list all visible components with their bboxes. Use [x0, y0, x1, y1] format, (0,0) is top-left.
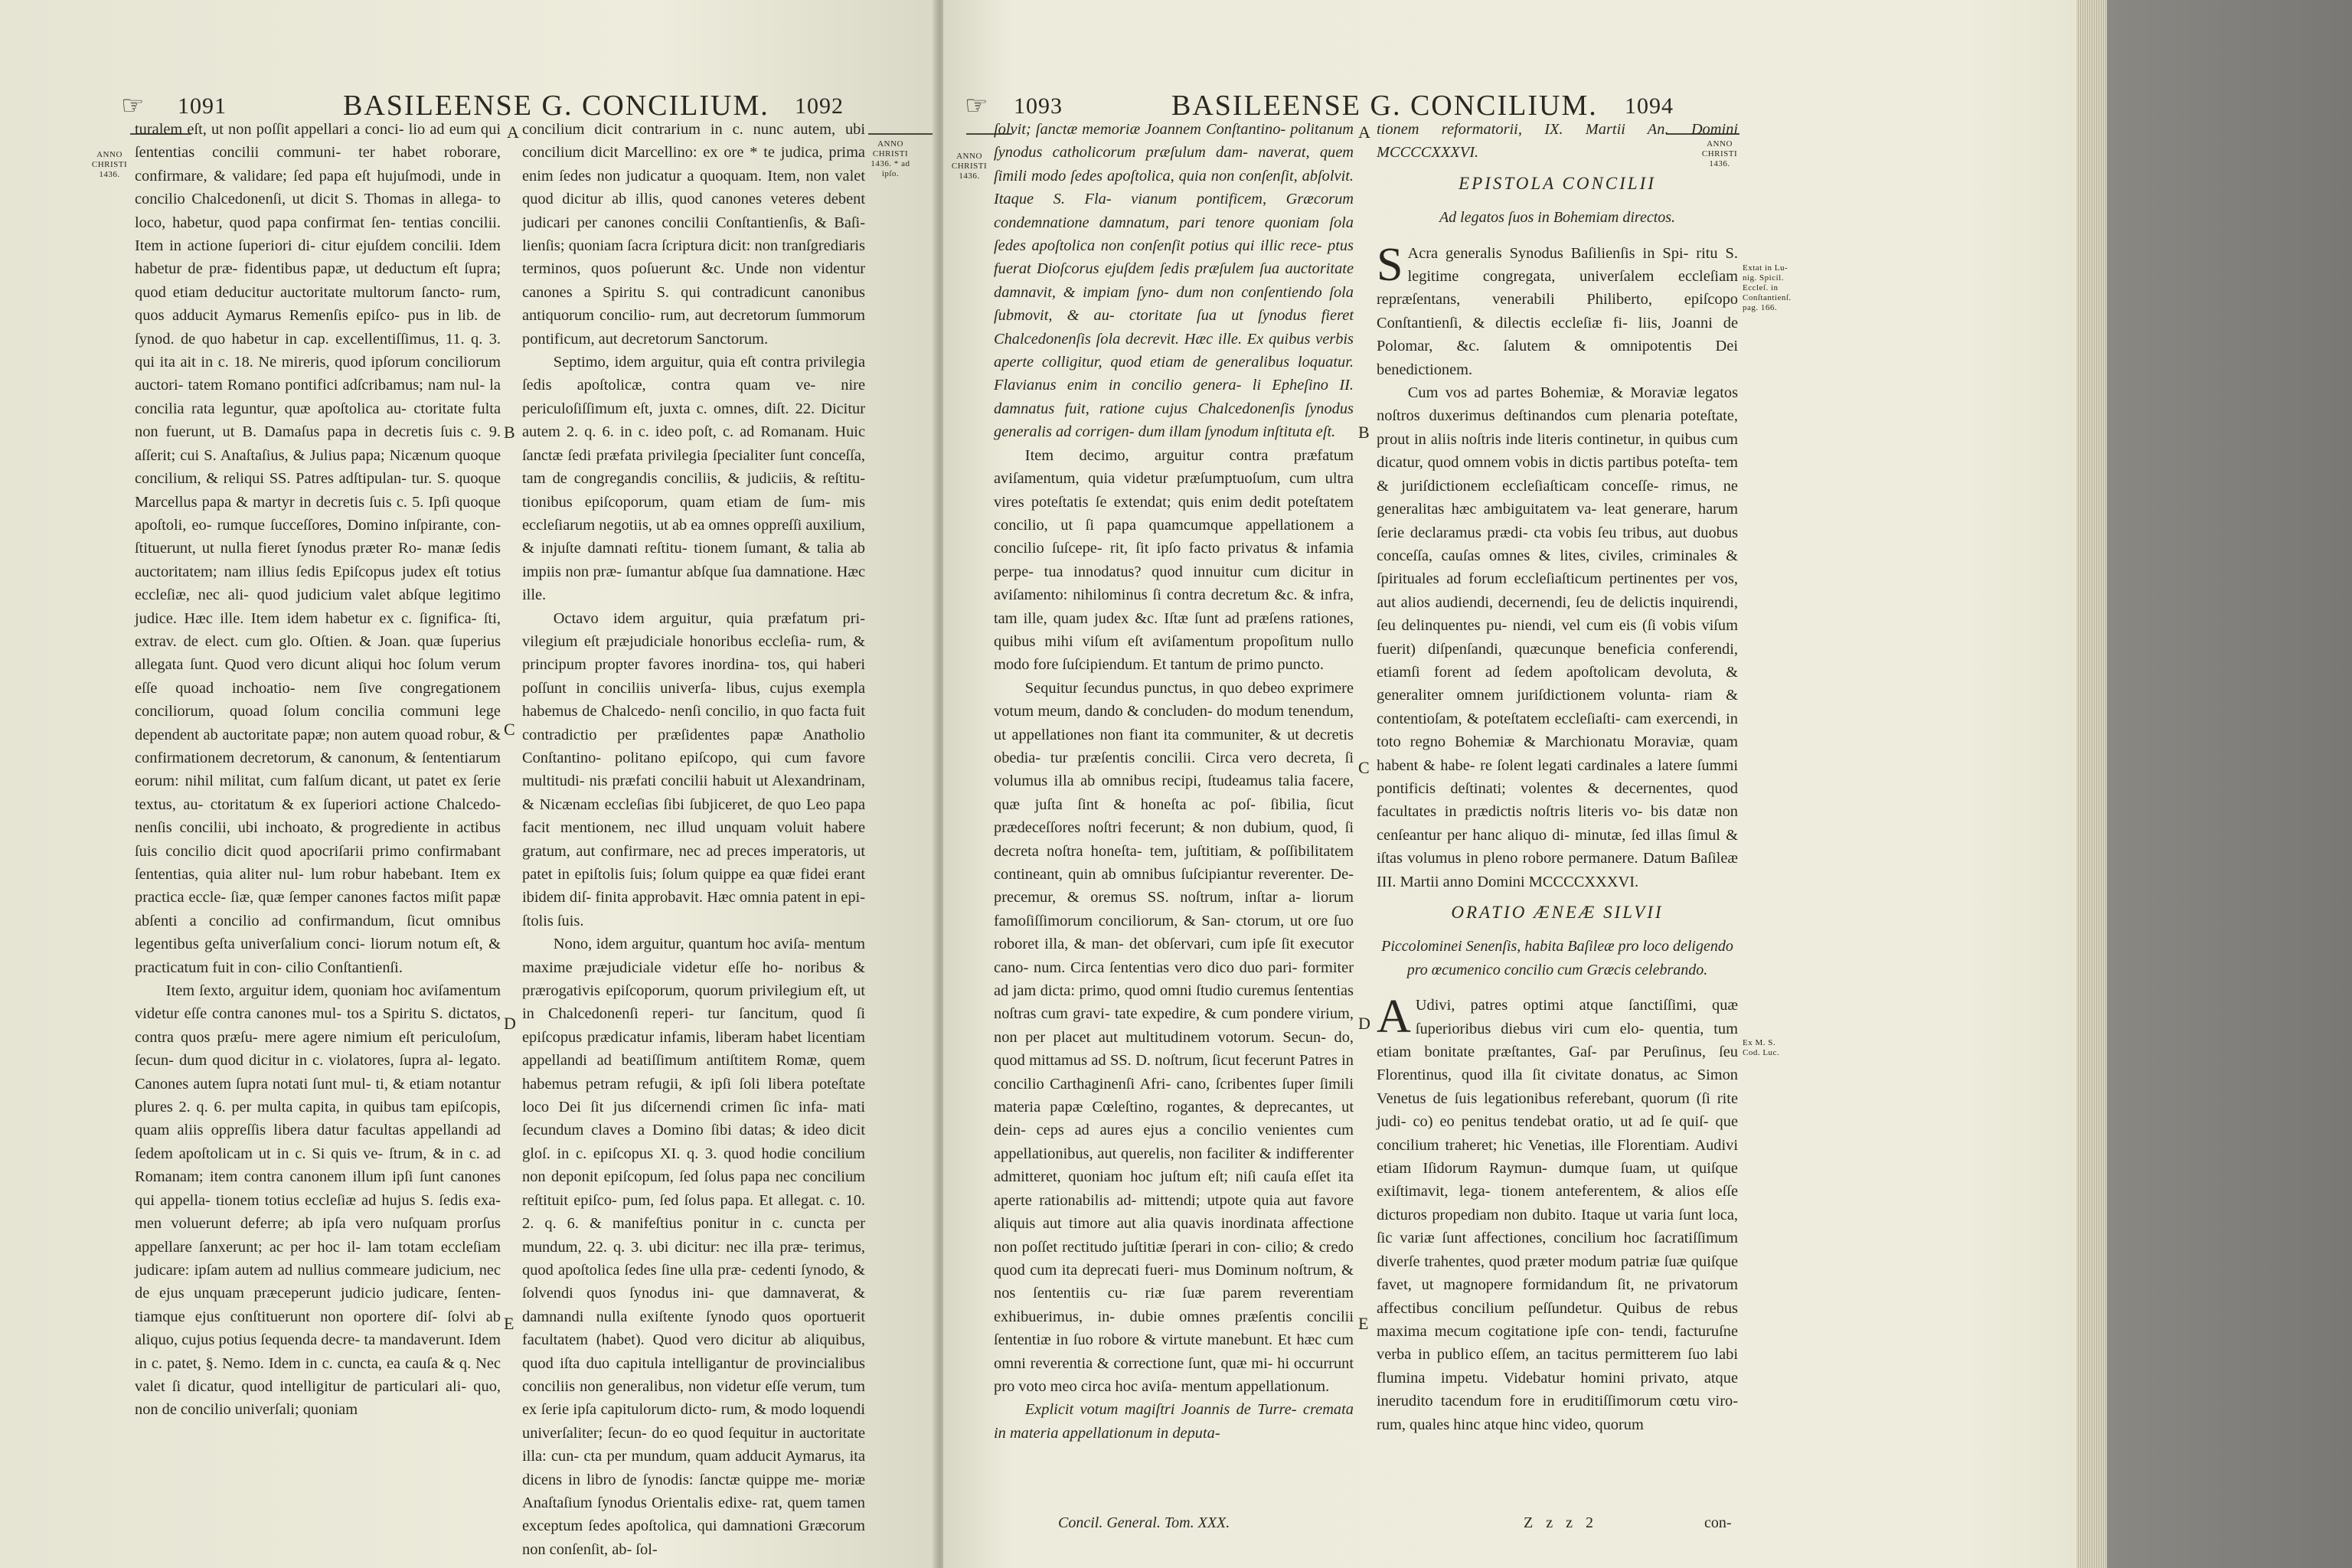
text-column-4 [1377, 118, 1738, 1436]
right-page [943, 0, 2076, 1568]
page-number-left: 1091 [178, 93, 227, 119]
explicit-line: Explicit votum magiſtri Joannis de Turre- cremata in materia appellationum in deputa- [994, 1401, 1354, 1442]
epistola-text: Acra generalis Synodus Baſilienſis in Spi- ritu S. legitime congregata, univerſalem eccleſiam repræſentans, venerabili Philiberto, epiſcopo Conſtantienſi, & dilectis eccleſiæ fi- liis, Joanni de Polomar, &c. ſalutem & omnipotentis Dei benedictionem. [1377, 244, 1738, 378]
page-edges [2076, 0, 2107, 1568]
section-letter: C [504, 720, 515, 739]
paragraph: Item decimo, arguitur contra præfatum aviſamentum, quia videtur præſumptuoſum, cum ultra vires poteſtatis ſe extendat; quis enim dedit poteſtatem concilio, ut ſi papa quamcumque appellationem a concilio ſuſcepe- rit, ſit ipſo facto privatus & infamia perpe- tua innodatus? quod innuitur cum dicitur in aviſamento: nihilominus ſi contra decretum &c. & infra, tam ille, quam judex &c. Iſtæ ſunt ad præſens rationes, quibus mihi viſum eſt aviſamentum propoſitum nullo modo fore ſuſcipiendum. Et tantum de primo puncto. [994, 446, 1354, 674]
margin-source-note: Extat in Lu- nig. Spicil. Eccleſ. in Conſtantienſ. pag. 166. [1743, 263, 1792, 312]
book-cover [2107, 0, 2352, 1568]
pointing-hand-icon: ☞ [121, 92, 145, 120]
page-number-right: 1094 [1625, 93, 1674, 119]
paragraph: Cum vos ad partes Bohemiæ, & Moraviæ legatos noſtros duxerimus deſtinandos cum plenaria poteſtate, prout in aliis noſtris inde literis continetur, in quibus cum dicatur, quod omnem vobis in dictis partibus poteſta- tem & juriſdictionem eccleſiaſticam conceſſe- rimus, ne generalitas hæc ambiguitatem va- leat generare, harum ſerie declaramus prædi- cta vobis ſeu tribus, aut duobus conceſſa, cauſas omnes & lites, civiles, criminales & ſpirituales ad forum eccleſiaſticum pertinentes per vos, aut alios audiendi, decernendi, ſeu de delictis inquirendi, ſeu delinquentes pu- niendi, vel cum eis (ſi vobis viſum fuerit) diſpenſandi, quæcunque beneficia conferendi, etiamſi forent ad ſedem apoſtolicam devoluta, & generaliter omnem juriſdictionem volunta- riam & contentioſam, & poteſtatem eccleſiaſti- cam exercendi, in toto regno Bohemiæ & Marchionatu Moraviæ, quam habent & habe- re ſolent legati cardinales a latere ſummi pontificis deſtinati; volentes & decernentes, quod facultates in prædictis noſtris literis vo- bis datæ non cenſeantur per hanc aliquo di- minutæ, ſed illas ſimul & iſtas volumus in pleno robore permanere. Datum Baſileæ III. Martii anno Domini MCCCCXXXVI. [1377, 384, 1738, 890]
drop-cap: A [1377, 991, 1411, 1044]
running-title: BASILEENSE G. CONCILIUM. [1171, 90, 1598, 122]
drop-cap: S [1377, 238, 1403, 291]
paragraph: ſolvit; ſanctæ memoriæ Joannem Conſtantino- politanum ſynodus catholicorum præſulum dam- naverat, quem ſimili modo ſedes apoſtolica, quia non conſenſit, abſolvit. Itaque S. Fla- vianum pontificem, Græcorum condemnatione damnatum, pari tenore quoniam ſola ſedes apoſtolica non conſenſit potius qui illic rece- ptus fuerat Dioſcorus ejuſdem ſedis præſulem ſua auctoritate damnavit, & impiam ſyno- dum non conſentiendo ſola ſubmovit, & au- ctoritate ſua ut ſynodus fieret Chalcedonenſis ſola decrevit. Hæc ille. Ex quibus verbis aperte colligitur, quod etiam de generalibus loquatur. Flavianus enim in concilio genera- li Epheſino II. damnatus fuit, ratione cujus Chalcedonenſis ſynodus generalis ad corrigen- dum illam ſynodum inſtituta eſt. [994, 121, 1354, 441]
margin-year-note: ANNO CHRISTI 1436. * ad ipſo. [871, 139, 910, 178]
paragraph: Nono, idem arguitur, quantum hoc aviſa- mentum maxime præjudiciale videtur eſſe ho- noribus & prærogativis epiſcoporum, quorum privilegium eſt, ut in Chalcedonenſi reperi- tur ſancitum, quod ſi epiſcopus prædicatur infamis, liberam habet licentiam appellandi ad beatiſſimum antiſtitem Romæ, quem habemus petram refugii, & ipſi ſoli libera poteſtate loco Dei ſit jus diſcernendi crimen ſic infa- mati ſecundum claves a Domino ſibi datas; & ideo dicit gloſ. in c. epiſcopus XI. q. 3. quod hodie concilium non deponit epiſcopum, ſed ſolus papa nec concilium reſtituit epiſco- pum, ſed ſolus papa. Et allegat. c. 10. 2. q. 6. & manifeſtius ponitur in c. cuncta per mundum, 22. q. 3. ubi dicitur: nec illa præ- terimus, quod apoſtolica ſedes ſine ulla præ- cedenti ſynodo, & ſolvendi quos ſynodus ini- que damnaverat, & damnandi nulla exiſtente ſynodo quos oportuerit facultatem (habet). Quod vero dicitur ab aliquibus, quod iſta duo capitula intelligantur de provincialibus conciliis non generalibus, non videtur eſſe verum, tum ex ſerie ipſa capitulorum dicto- rum, & modo loquendi univerſaliter; ſecun- do eo quod ſequitur in auctoritate illa: cun- cta per mundum, quam adducit Aymarus, ita dicens in libro de ſynodis: ſanctæ quippe me- moriæ Anaſtaſium ſynodus Orientalis edixe- rat, quem tamen exceptum ſedes apoſtolica, qui damnationi Græcorum non conſenſit, ab- ſol- [522, 936, 865, 1558]
section-letter: E [1358, 1314, 1369, 1333]
margin-source-note: Ex M. S. Cod. Luc. [1743, 1038, 1780, 1057]
header-rule [868, 133, 936, 135]
paragraph: Sequitur ſecundus punctus, in quo debeo exprimere votum meum, dando & concluden- do modum tenendum, ut appellationes non fiant ita communiter, & ut decretis obedia- tur præſentis concilii. Circa vero decreta, ſi volumus illa ab omnibus recipi, ſtudeamus talia facere, quæ juſta ſint & honeſta ac poſ- ſibilia, ſicut prædeceſſores noſtri fecerunt; & non dubium, quod, ſi decreta noſtra honeſta- tem, juſtitiam, & poſſibilitatem contineant, quin ab omnibus ſuſcipiantur reverenter. De- precemur, & oremus SS. noſtrum, inſtar a- liorum famoſiſſimorum conciliorum, & San- ctorum, ut ore ſuo roboret illa, & man- det obſervari, cum ipſe ſit executor cano- num. Circa ſententias vero dico duo pari- formiter ad jam dicta: primo, quod omni ſtudio curemus ſententias noſtras cum gravi- tate expedire, & cum pondere virium, non per placet aut multitudinem votorum. Secun- do, quod mittamus ad SS. D. noſtrum, ſicut fecerunt Patres in concilio Carthaginenſi Afri- cano, ſcribentes ſuper ſimili materia papæ Cœleſtino, rogantes, & deprecantes, ut dein- ceps ad aures ejus a concilio venientes cum appellationibus, aut querelis, non faciliter & indifferenter admitteret, quoniam hoc juſtum eſt; niſi cauſa eſſet ita aperte rationabilis ad- mittendi; utpote quia aut favore aliquis aut timore aut alia quavis inordinata affectione non poſſet rectitudo juſtitiæ ſperari in con- cilio; & credo quod cum ita deprecati fueri- mus Dominum noſtrum, & nos ſententiis cu- riæ ſuæ parem reverentiam exhibuerimus, in- dubie omnes præſentis concilii ſententiæ in ſuo robore & virtute manebunt. Et hæc cum omni reverentia & correctione ſunt, quæ mi- hi occurrunt pro voto meo circa hoc aviſa- mentum appellationum. [994, 679, 1354, 1395]
section-letter: A [1358, 122, 1370, 142]
section-letter: A [507, 122, 519, 142]
volume-footer: Concil. General. Tom. XXX. [1058, 1514, 1230, 1531]
pointing-hand-icon: ☞ [965, 92, 988, 120]
page-number-right: 1092 [795, 93, 844, 119]
text-column-3 [994, 118, 1354, 1445]
paragraph: Septimo, idem arguitur, quia eſt contra privilegia ſedis apoſtolicæ, contra quam ve- nire periculoſiſſimum eſt, juxta c. omnes, diſt. 22. Dicitur autem 2. q. 6. in c. ideo poſt, c. ad Romanam. Huic ſanctæ ſedi præfata privilegia ſpecialiter ſunt conceſſa, tam de congregandis conciliis, & judiciis, & reſtitu- tionibus epiſcoporum, quam etiam de ſum- mis eccleſiarum negotiis, ut ab ea omnes oppreſſi auxilium, & injuſte damnati reſtitu- tionem ſumant, & talia ab impiis non præ- ſumantur abſque ſua damnatione. Hæc ille. [522, 354, 865, 604]
margin-year-note: ANNO CHRISTI 1436. [1701, 139, 1738, 168]
signature-mark: Z z z 2 [1524, 1514, 1598, 1531]
text-column-2 [522, 118, 865, 1561]
left-page [0, 0, 937, 1568]
running-title: BASILEENSE G. CONCILIUM. [343, 90, 769, 122]
section-letter: D [504, 1014, 516, 1033]
section-letter: D [1358, 1014, 1370, 1033]
paragraph: Item ſexto, arguitur idem, quoniam hoc aviſamentum videtur eſſe contra canones mul- tos a Spiritu S. dictatos, contra quos præſu- mere agere nimium eſt periculoſum, ſecun- dum quod dicitur in c. violatores, ſupra al- legato. Canones autem ſupra notati ſunt mul- ti, & etiam notantur plures 2. q. 6. per multa capita, in quibus tam epiſcopis, quam aliis oppreſſis libera datur facultas appellandi ad ſedem apoſtolicam ut in c. Si quis ve- ſtrum, & in c. ad Romanam; item contra canonem illum ipſi ſunt canones qui appella- tionem totius eccleſiæ ad hujus S. ſedis exa- men voluerunt deferre; ab ipſa vero nuſquam prorſus appellare ſanxerunt; ac per hoc il- lam totam eccleſiam judicare: ipſam autem ad nullius commeare judicium, nec de ejus unquam præceperunt judicio judicare, ſenten- tiamque ejus conſtituerunt non oportere diſ- ſolvi ab aliquo, cujus potius ſequenda decre- ta mandaverunt. Idem in c. patet, §. Nemo. Idem in c. cuncta, ea cauſa & q. Nec valet ſi dicatur, quod intelligitur de particulari ali- quo, non de concilio univerſali; quoniam [135, 982, 501, 1419]
epistola-opening [1377, 238, 1738, 381]
page-number-left: 1093 [1014, 93, 1063, 119]
paragraph: turalem eſt, ut non poſſit appellari a conci- lio ad eum qui ſententias concilii communi- ter habet roborare, confirmare, & validare; ſed papa eſt hujuſmodi, unde in concilio Chalcedonenſi, ut dicit S. Thomas in allega- to loco, habetur, quod papa confirmat ſen- tentias concilii. Item in actione ſuperiori di- citur ejuſdem concilii. Idem habetur de præ- fidentibus papæ, ut deductum eſt ſupra; quod etiam deducitur auctoritate multorum ſancto- rum, quos adducit Aymarus Remenſis epiſco- pus in lib. de ſynod. de quo habetur in cap. excellentiſſimus, 11. q. 3. qui ita ait in c. 18. Ne mireris, quod ipſorum conciliorum auctori- tatem Romano pontifici adſcribamus; nam nul- la concilia rata leguntur, quæ apoſtolica au- ctoritate fulta non fuerunt, ut B. Damaſus papa in decretis ſuis c. 9. aſſerit; cui S. Anaſtaſius, & Julius papa; Nicænum quoque concilium, & reliqui SS. Patres adſtipulan- tur. S. quoque Marcellus papa & martyr in decretis ſuis c. 5. Ipſi quoque apoſtoli, eo- rumque ſucceſſores, Domino inſpirante, con- ſtituerunt, ut nulla fieret ſynodus præter Ro- manæ ſedis auctoritatem; nam illius ſedis Epiſcopus judex eſt totius eccleſiæ, nec ali- quod judicium valet abſque legitimo judice. Hæc ille. Item idem habetur ex c. ſignifica- ſti, extrav. de elect. cum glo. Oſtien. & Joan. quæ ſuperius allegata ſunt. Quod vero dicunt aliqui hoc ſolum verum eſſe quoad inchoatio- nem ſive congregationem conciliorum, quoad ſolum concilia communi lege dependent ab auctoritate papæ; non autem quoad robur, & confirmationem decretorum, & canonum, & ſententiarum eorum: nihil militat, cum falſum dicant, ut patet ex ſerie textus, au- ctoritatum & ex ſuperiori actione Chalcedo- nenſis concilii, ubi inchoato, & progrediente in actibus ſuis concilio dicit quod apocriſarii primo confirmabant ſententias, quia aliter nul- lum robur habebant. Item ex practica eccle- ſiæ, quæ ſemper canones factos miſit papæ abſenti a concilio ad confirmandum, ſicut omnibus legentibus geſta univerſalium conci- liorum notum eſt, & practicatum fuit in con- cilio Conſtantienſi. [135, 121, 501, 976]
section-letter: C [1358, 758, 1370, 777]
oratio-title: ORATIO ÆNEÆ SILVII [1451, 903, 1664, 922]
margin-year-note: ANNO CHRISTI 1436. [951, 152, 988, 181]
section-letter: B [1358, 423, 1370, 442]
paragraph: concilium dicit contrarium in c. nunc autem, ubi concilium dicit Marcellino: ex ore * te judica, prima enim ſedes non judicatur a quoquam. Item, non valet quod dicitur ab illis, quod canones veteres debent judicari per canones concilii Conſtantienſis, & Baſi- lienſis; quoniam ſacra ſcriptura dicit: non tranſgrediaris terminos, quos poſuerunt &c. Unde non videntur canones a Spiritu S. qui contradicunt canonibus antiquorum concilio- rum, aut decretorum ſummorum pontificum, aut decretorum Sanctorum. [522, 121, 865, 348]
oratio-opening [1377, 991, 1738, 1436]
section-letter: E [504, 1314, 514, 1333]
section-letter: B [504, 423, 515, 442]
heading-line: tionem reformatorii, IX. Martii An. Domini MCCCCXXXVI. [1377, 121, 1738, 162]
text-column-1 [135, 118, 501, 1422]
margin-year-note: ANNO CHRISTI 1436. [91, 150, 128, 179]
oratio-text: Udivi, patres optimi atque ſanctiſſimi, quæ ſuperioribus diebus viri cum elo- quentia, tum etiam bonitate præſtantes, Gaſ- par Peruſinus, ſeu Florentinus, quod illa ſit civitate donatus, ac Simon Venetus de ſuis legationibus referebant, quorum (ſi rite judi- co) eo penitus tendebat oratio, ut ad ſe quiſ- que concilium traheret; hic Venetias, ille Florentiam. Audivi etiam Iſidorum Raymun- dumque ſuam, ut quiſque exiſtimavit, lega- tionem anteferentem, & alios eſſe dicturos propediam non dubito. Itaque ut varia ſunt loca, ſic variæ ſunt affectiones, concilium hoc ſacratiſſimum diverſe trahentes, quod præter modum patriæ ſuæ quiſque favet, ut magnopere formidandum ſit, ne privatorum affectibus concilium peſſundetur. Quibus de rebus maxima mecum cogitatione ipſe con- tendi, facturuſne verba in publico eſſem, an tacitus permitterem ſuo labi flumina impetu. Videbatur homini privato, atque inerudito tacendum fore in eruditiſſimorum cœtu viro- rum, quales hinc atque hinc video, quorum [1377, 997, 1738, 1433]
epistola-title: EPISTOLA CONCILII [1459, 173, 1656, 193]
paragraph: Octavo idem arguitur, quia præfatum pri- vilegium eſt præjudiciale honoribus eccleſia- rum, & principum propter favores inordina- tos, qui haberi poſſunt in conciliis univerſa- libus, cujus exempla habemus de Chalcedo- nenſi concilio, in quo facta fuit contradictio per præſidentes papæ Anatholio Conſtantino- politano epiſcopo, qui cum favore multitudi- nis præfati concilii habuit ut Alexandrinam, & Nicænam eccleſias ſibi ſubjiceret, de quo Leo papa facit mentionem, nec illud unquam voluit habere gratum, aut confirmare, nec ad preces imperatoris, ut patet in epiſtolis ſuis; ſolum quippe ea quæ fidei erant ibidem diſ- finita approbavit. Hæc omnia patent in epi- ſtolis ſuis. [522, 609, 865, 929]
oratio-subtitle: Piccolominei Senenſis, habita Baſileæ pro loco deligendo pro œcumenico concilio cum Græcis celebrando. [1381, 938, 1733, 978]
epistola-subtitle: Ad legatos ſuos in Bohemiam directos. [1439, 209, 1676, 227]
catchword: con- [1704, 1514, 1732, 1531]
